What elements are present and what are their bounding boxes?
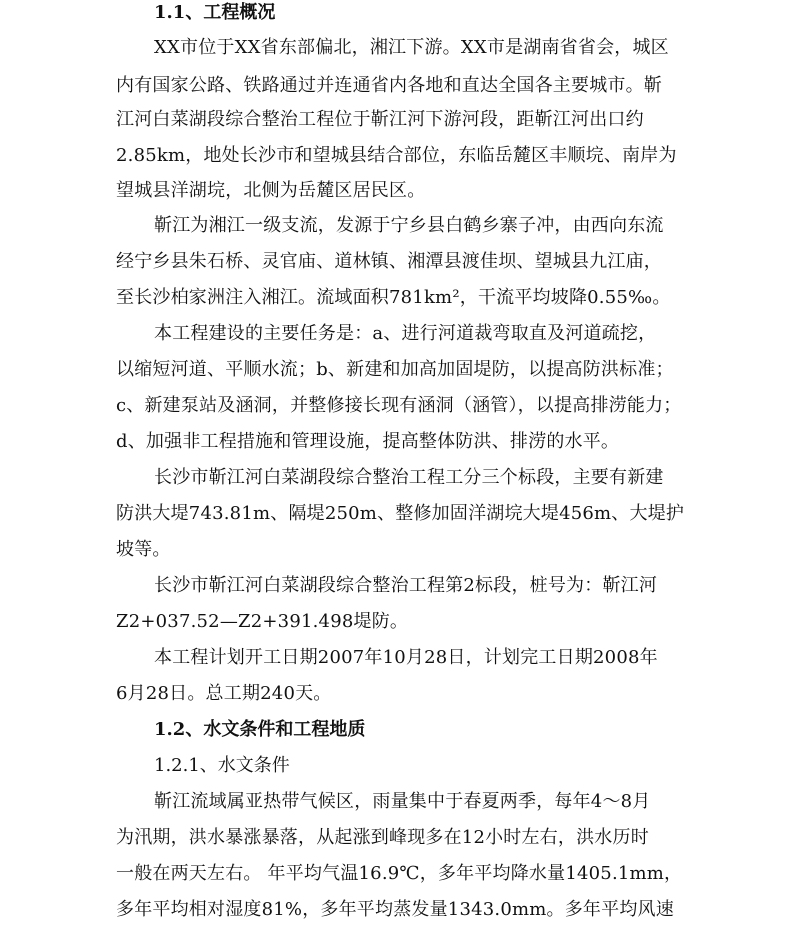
text-line: 长沙市靳江河白菜湖段综合整治工程第2标段，桩号为：靳江河 (154, 575, 658, 596)
text-line: XX市位于XX省东部偏北，湘江下游。XX市是湖南省省会，城区 (154, 37, 669, 58)
section-heading-1-2: 1.2、水文条件和工程地质 (154, 719, 366, 740)
text-line: c、新建泵站及涵洞，并整修接长现有涵洞（涵管），以提高排涝能力； (116, 395, 682, 416)
subsection-heading-1-2-1: 1.2.1、水文条件 (154, 755, 290, 776)
text-line: 6月28日。总工期240天。 (116, 683, 332, 704)
text-line: 为汛期，洪水暴涨暴落，从起涨到峰现多在12小时左右，洪水历时 (116, 827, 649, 848)
text-line: 防洪大堤743.81m、隔堤250m、整修加固洋湖垸大堤456m、大堤护 (116, 503, 685, 524)
section-heading-1-1: 1.1、工程概况 (154, 2, 276, 23)
text-line: 一般在两天左右。 年平均气温16.9℃，多年平均降水量1405.1mm， (116, 863, 683, 884)
text-line: 本工程建设的主要任务是：a、进行河道裁弯取直及河道疏挖， (154, 323, 657, 344)
text-line: 2.85km，地处长沙市和望城县结合部位，东临岳麓区丰顺垸、南岸为 (116, 145, 677, 166)
text-line: 内有国家公路、铁路通过并连通省内各地和直达全国各主要城市。靳 (116, 75, 662, 96)
text-line: 靳江流域属亚热带气候区，雨量集中于春夏两季，每年4～8月 (154, 791, 651, 812)
text-line: Z2+037.52—Z2+391.498堤防。 (116, 611, 409, 632)
text-line: 多年平均相对湿度81%，多年平均蒸发量1343.0mm。多年平均风速 (116, 899, 674, 920)
text-line: 长沙市靳江河白菜湖段综合整治工程工分三个标段，主要有新建 (154, 467, 664, 488)
text-line: 靳江为湘江一级支流，发源于宁乡县白鹤乡寨子冲，由西向东流 (154, 215, 664, 236)
text-line: d、加强非工程措施和管理设施，提高整体防洪、排涝的水平。 (116, 431, 620, 452)
text-line: 经宁乡县朱石桥、灵官庙、道林镇、湘潭县渡佳坝、望城县九江庙， (116, 251, 662, 272)
text-line: 本工程计划开工日期2007年10月28日，计划完工日期2008年 (154, 647, 658, 668)
text-line: 望城县洋湖垸，北侧为岳麓区居民区。 (116, 180, 426, 201)
text-line: 以缩短河道、平顺水流；b、新建和加高加固堤防，以提高防洪标准； (116, 359, 674, 380)
text-line: 至长沙柏家洲注入湘江。流域面积781km²，干流平均坡降0.55‰。 (116, 287, 671, 308)
text-line: 江河白菜湖段综合整治工程位于靳江河下游河段，距靳江河出口约 (116, 109, 644, 130)
text-line: 坡等。 (116, 539, 171, 560)
